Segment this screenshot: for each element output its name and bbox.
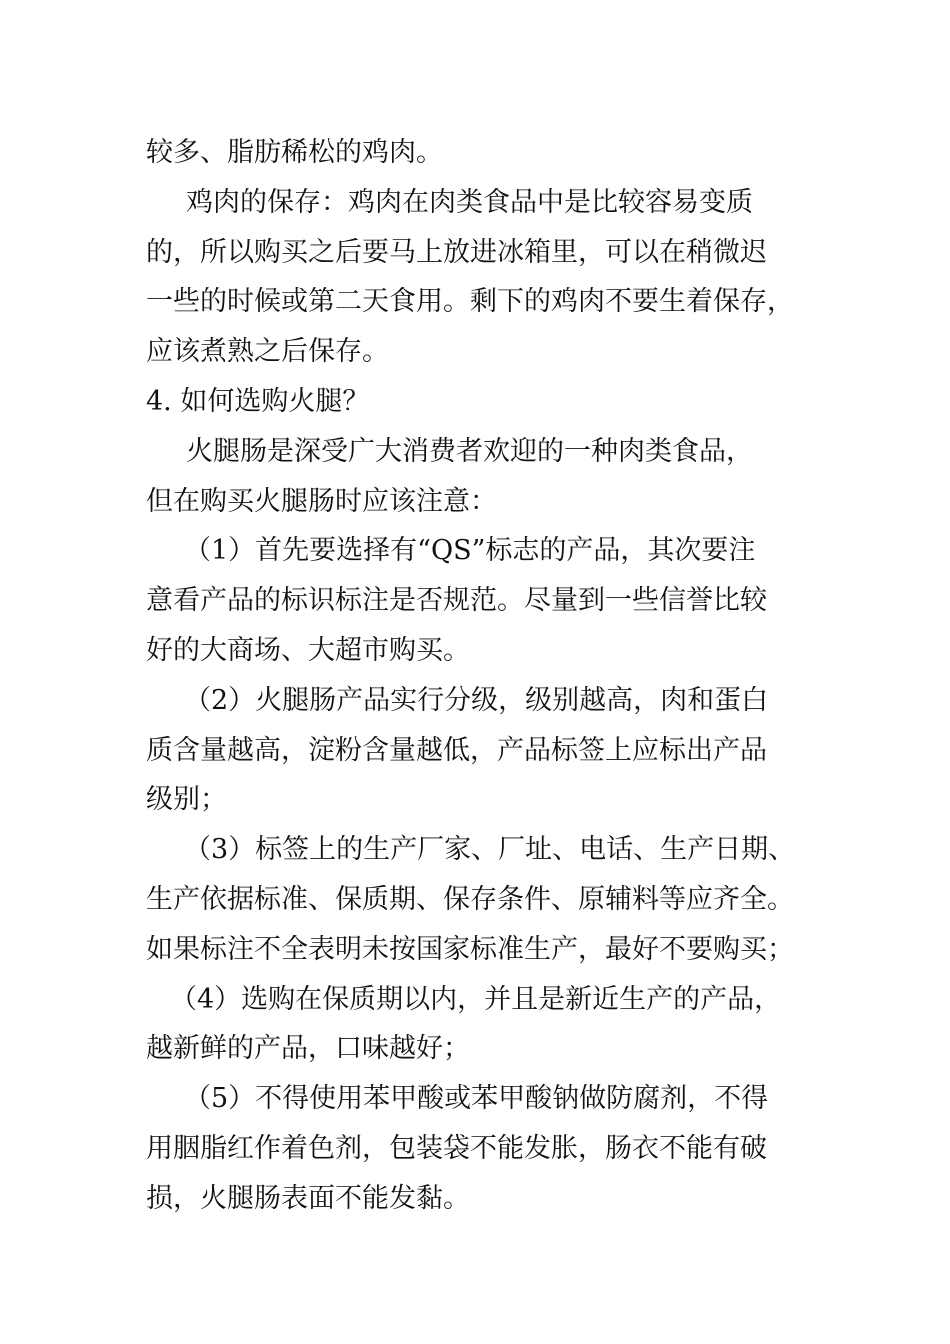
text-line: 如果标注不全表明未按国家标准生产，最好不要购买； [146, 933, 794, 965]
list-item-2: （2）火腿肠产品实行分级，级别越高，肉和蛋白 [184, 684, 769, 716]
text-line: 的，所以购买之后要马上放进冰箱里，可以在稍微迟 [146, 236, 767, 268]
text-line: 质含量越高，淀粉含量越低，产品标签上应标出产品 [146, 734, 767, 766]
text-line: 一些的时候或第二天食用。剩下的鸡肉不要生着保存， [146, 286, 794, 318]
list-item-3: （3）标签上的生产厂家、厂址、电话、生产日期、 [184, 834, 796, 866]
text-line: 应该煮熟之后保存。 [146, 336, 389, 368]
document-body [146, 128, 816, 1224]
text-line: 好的大商场、大超市购买。 [146, 634, 470, 666]
text-line: 损，火腿肠表面不能发黏。 [146, 1182, 470, 1214]
text-line: 意看产品的标识标注是否规范。尽量到一些信誉比较 [146, 585, 767, 617]
text-line: 越新鲜的产品，口味越好； [146, 1033, 470, 1065]
paragraph-ham-intro: 火腿肠是深受广大消费者欢迎的一种肉类食品， [186, 435, 753, 467]
list-item-1: （1）首先要选择有“QS”标志的产品，其次要注 [184, 535, 756, 567]
text-line: 用胭脂红作着色剂，包装袋不能发胀，肠衣不能有破 [146, 1132, 767, 1164]
text-line: 但在购买火腿肠时应该注意： [146, 485, 497, 517]
text-line: 级别； [146, 784, 227, 816]
text-line: 生产依据标准、保质期、保存条件、原辅料等应齐全。 [146, 883, 794, 915]
list-item-5: （5）不得使用苯甲酸或苯甲酸钠做防腐剂，不得 [184, 1083, 769, 1115]
paragraph-chicken-storage: 鸡肉的保存：鸡肉在肉类食品中是比较容易变质 [186, 186, 753, 218]
list-item-4: （4）选购在保质期以内，并且是新近生产的产品， [170, 983, 782, 1015]
section-heading: 4. 如何选购火腿？ [146, 385, 370, 417]
text-line: 较多、脂肪稀松的鸡肉。 [146, 137, 443, 168]
